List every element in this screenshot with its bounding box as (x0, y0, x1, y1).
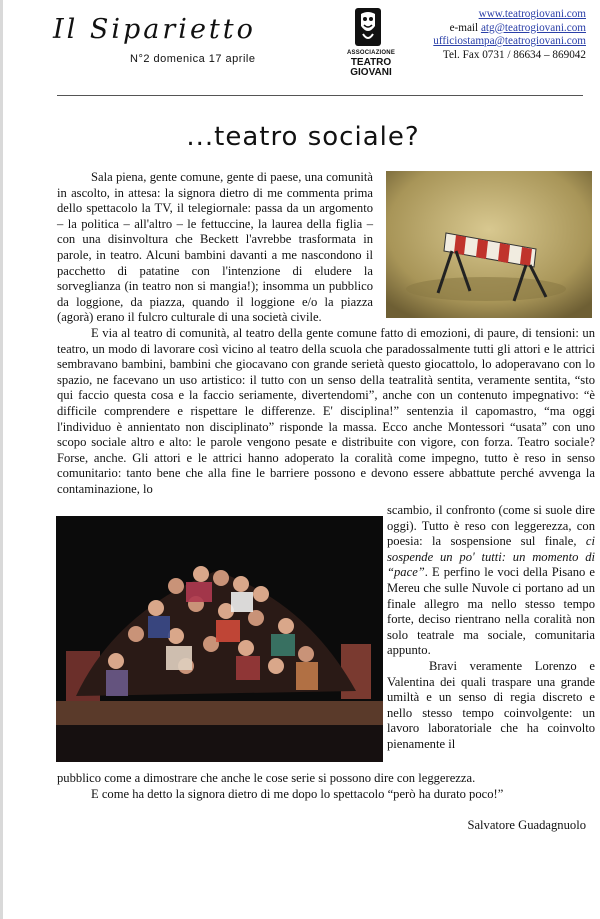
article-paragraph-3-end: pubblico come a dimostrare che anche le cose serie si possono dire con leggerezza. (57, 771, 476, 785)
article-paragraph-2-continued: scambio, il confronto (come si suole dire oggi). Tutto è reso con leggerezza, con poesia: la sospensione sul finale, (387, 503, 595, 549)
header-divider (57, 95, 583, 96)
barrier-photo (386, 171, 592, 318)
logo-text-association: ASSOCIAZIONE (346, 50, 396, 56)
article-paragraph-2-end: . E perfino le voci della Pisano e Mereu che sulle Nuvole ci portano ad un finale allegro ma nello stesso tempo forte, deciso rientrano nella coralità non solo teatrale ma sociale, comunitaria appunto. (387, 565, 595, 658)
press-email-link[interactable]: ufficiostampa@teatrogiovani.com (433, 35, 586, 47)
article-italic-quote: ci sospende un po' tutti: un momento di “pace” (387, 534, 595, 580)
theatre-mask-icon (353, 6, 383, 48)
phone-fax: Tel. Fax 0731 / 86634 – 869042 (442, 48, 586, 61)
logo-text-teatro: TEATRO (350, 57, 392, 68)
cast-stage-photo (56, 516, 383, 762)
association-logo (339, 6, 403, 80)
article-paragraph-4: E come ha detto la signora dietro di me dopo lo spettacolo “però ha durato poco!” (91, 786, 504, 801)
article-column-right (387, 503, 595, 753)
email-link[interactable]: atg@teatrogiovani.com (480, 21, 586, 34)
article-paragraph-3: Bravi veramente Lorenzo e Valentina dei quali traspare una grande umiltà e un senso di regia discreto e nello stesso tempo coinvolgente: un lavoro laboratoriale che ha coinvolto pienamente il (387, 658, 595, 751)
article-paragraph-2: E via al teatro di comunità, al teatro della gente comune fatto di emozioni, di paure, di tensioni: un teatro, un modo di lavorare così vicino al teatro della scuola che paradossalmente tutti gli attori e le attrici sembravano bambini, bambini che giocavano con grande serietà questo giocattolo, lo adoperavano con lo spazio, ne facevano un uso artistico: il tutto con un senso della teatralità sentita, veramente sentita, “sto qui faccio questa cosa e la faccio seriamente, divertendomi”, anche con un contenuto impegnativo: “è difficile comprendere e rispettare le differenze. E' disciplina!” sentenzia il capomastro, “ma oggi l'individuo è annientato non disciplinato” risponde la massa. Ecco anche Montessori “usata” con uno scopo sociale altro e alto: le parole vengono pesate e distribuite con vigore, con forza. Teatro sociale? Forse, anche. Gli attori e le attrici hanno adoperato la coralità come impegno, tutto è reso in senso comunitario: tanto bene che alla fine le barriere possono e devono essere abbattute perché avvenga la contaminazione, lo (57, 326, 595, 496)
article-tail (57, 771, 595, 802)
contact-block (433, 8, 586, 62)
email-prefix: e-mail (449, 21, 479, 34)
article-paragraph-1: Sala piena, gente comune, gente di paese, una comunità in ascolto, in attesa: la signora dietro di me commenta prima dello spettacolo la TV, il telegiornale: passa da un argomento – la politica – all'altro – le fettuccine, la laurea della figlia – con una disinvoltura che Beckett l'avrebbe trasformata in parole, in teatro. Alcuni bambini davanti a me nascondono il pacchetto di patatine con l'intenzione di eludere la sorveglianza (in teatro non si mangia!); insomma un pubblico da loggione, da piazza, quando il loggione e/o la piazza (agorà) erano il fulcro culturale di una società civile. (57, 170, 373, 325)
masthead-title: Il Siparietto (53, 14, 256, 45)
author-signature: Salvatore Guadagnuolo (467, 818, 586, 832)
website-link[interactable]: www.teatrogiovani.com (478, 8, 586, 20)
logo-text-giovani: GIOVANI (350, 67, 392, 78)
article-headline: ...teatro sociale? (186, 122, 420, 152)
issue-line: N°2 domenica 17 aprile (130, 53, 256, 65)
